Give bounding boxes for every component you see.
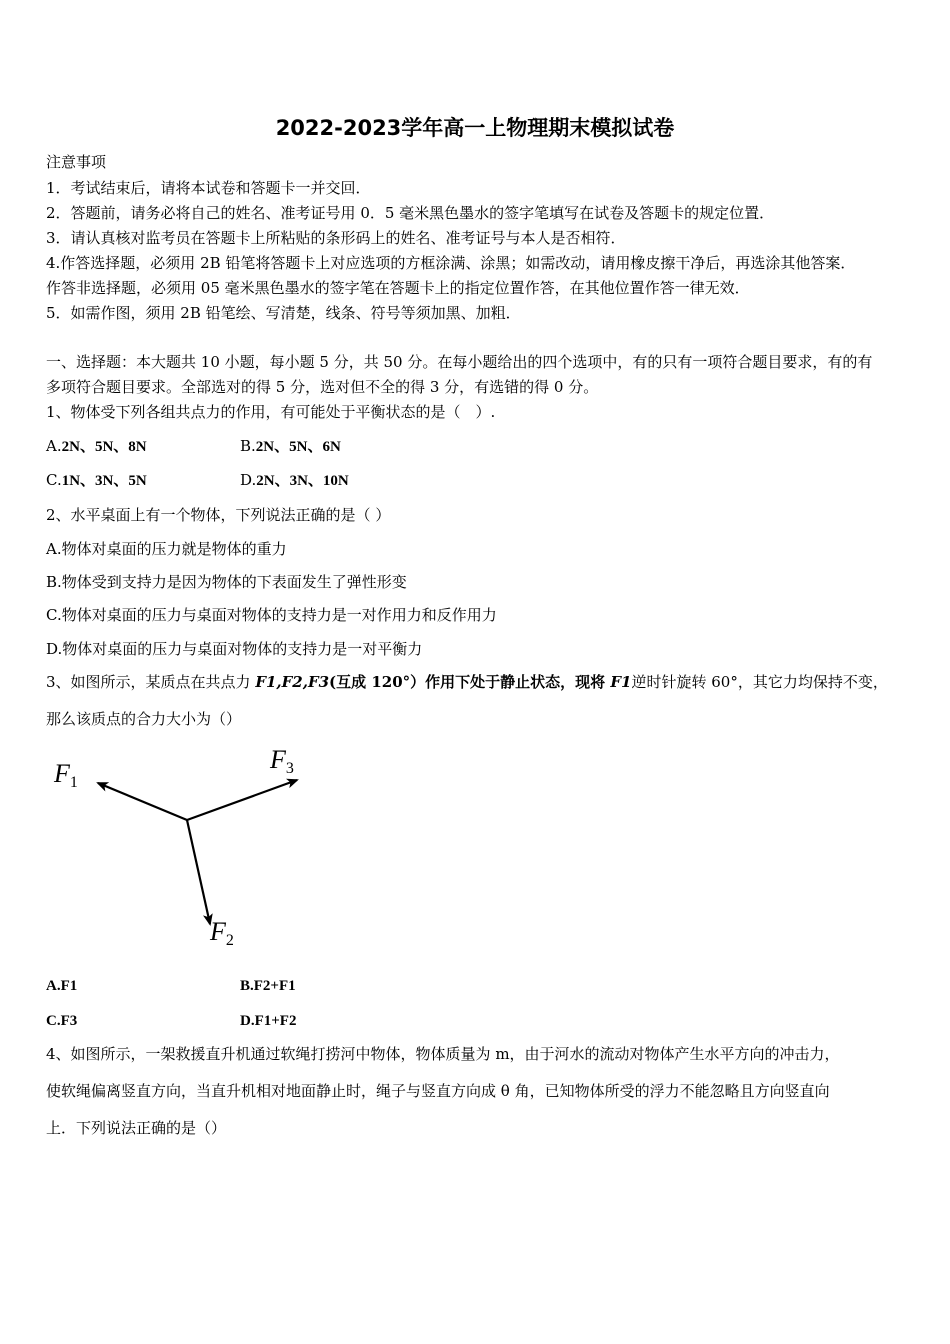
force-f2-arrow — [187, 820, 210, 924]
q3-option-a: A.F1 — [46, 978, 78, 994]
question-3-stem-line2: 那么该质点的合力大小为（） — [46, 710, 242, 728]
notice-item: 2．答题前，请务必将自己的姓名、准考证号用 0．5 毫米黑色墨水的签字笔填写在试卷及答题卡的规定位置． — [46, 204, 775, 222]
q1-option-c: C.1N、3N、5N — [46, 471, 147, 489]
notice-heading: 注意事项 — [46, 153, 107, 171]
section-intro: 一、选择题：本大题共 10 小题，每小题 5 分，共 50 分。在每小题给出的四个选项中，有的只有一项符合题目要求，有的有 — [46, 353, 873, 371]
notice-item: 作答非选择题，必须用 05 毫米黑色墨水的签字笔在答题卡上的指定位置作答，在其他位置作答一律无效． — [46, 279, 750, 297]
q2-option-d: D.物体对桌面的压力与桌面对物体的支持力是一对平衡力 — [46, 640, 423, 658]
question-3-stem: 3、如图所示，某质点在共点力 F1,F2,F3(互成 120°）作用下处于静止状态，现将 F1逆时针旋转 60°，其它力均保持不变， — [46, 673, 888, 691]
force-f1-arrow — [98, 783, 187, 820]
question-2-stem: 2、水平桌面上有一个物体，下列说法正确的是（ ） — [46, 506, 391, 524]
question-4-stem-line2: 使软绳偏离竖直方向，当直升机相对地面静止时，绳子与竖直方向成 θ 角，已知物体所受的浮力不能忽略且方向竖直向 — [46, 1082, 830, 1100]
force-f3-arrow — [187, 780, 297, 820]
question-4-stem-line3: 上．下列说法正确的是（） — [46, 1119, 227, 1137]
q3-option-d: D.F1+F2 — [240, 1013, 297, 1029]
force-diagram — [40, 742, 310, 962]
q2-option-c: C.物体对桌面的压力与桌面对物体的支持力是一对作用力和反作用力 — [46, 606, 497, 624]
q1-option-b: B.2N、5N、6N — [240, 437, 341, 455]
q2-option-b: B.物体受到支持力是因为物体的下表面发生了弹性形变 — [46, 573, 407, 591]
question-1-stem: 1、物体受下列各组共点力的作用，有可能处于平衡状态的是（ ）. — [46, 403, 496, 421]
q1-option-d: D.2N、3N、10N — [240, 471, 349, 489]
notice-item: 3．请认真核对监考员在答题卡上所粘贴的条形码上的姓名、准考证号与本人是否相符． — [46, 229, 626, 247]
q3-option-c: C.F3 — [46, 1013, 78, 1029]
force-f3-label: F3 — [270, 745, 294, 777]
question-4-stem: 4、如图所示，一架救援直升机通过软绳打捞河中物体，物体质量为 m，由于河水的流动对物体产生水平方向的冲击力， — [46, 1045, 840, 1063]
q1-option-a: A.2N、5N、8N — [46, 437, 147, 455]
force-f1-label: F1 — [54, 759, 78, 791]
section-intro: 多项符合题目要求。全部选对的得 5 分，选对但不全的得 3 分，有选错的得 0 分。 — [46, 378, 599, 396]
q2-option-a: A.物体对桌面的压力就是物体的重力 — [46, 540, 287, 558]
force-f2-label: F2 — [210, 917, 234, 949]
page-title: 2022-2023学年高一上物理期末模拟试卷 — [275, 116, 675, 140]
notice-item: 4.作答选择题，必须用 2B 铅笔将答题卡上对应选项的方框涂满、涂黑；如需改动，请用橡皮擦干净后，再选涂其他答案． — [46, 254, 856, 272]
notice-item: 5．如需作图，须用 2B 铅笔绘、写清楚，线条、符号等须加黑、加粗． — [46, 304, 521, 322]
q3-option-b: B.F2+F1 — [240, 978, 296, 994]
notice-item: 1．考试结束后，请将本试卷和答题卡一并交回． — [46, 179, 371, 197]
